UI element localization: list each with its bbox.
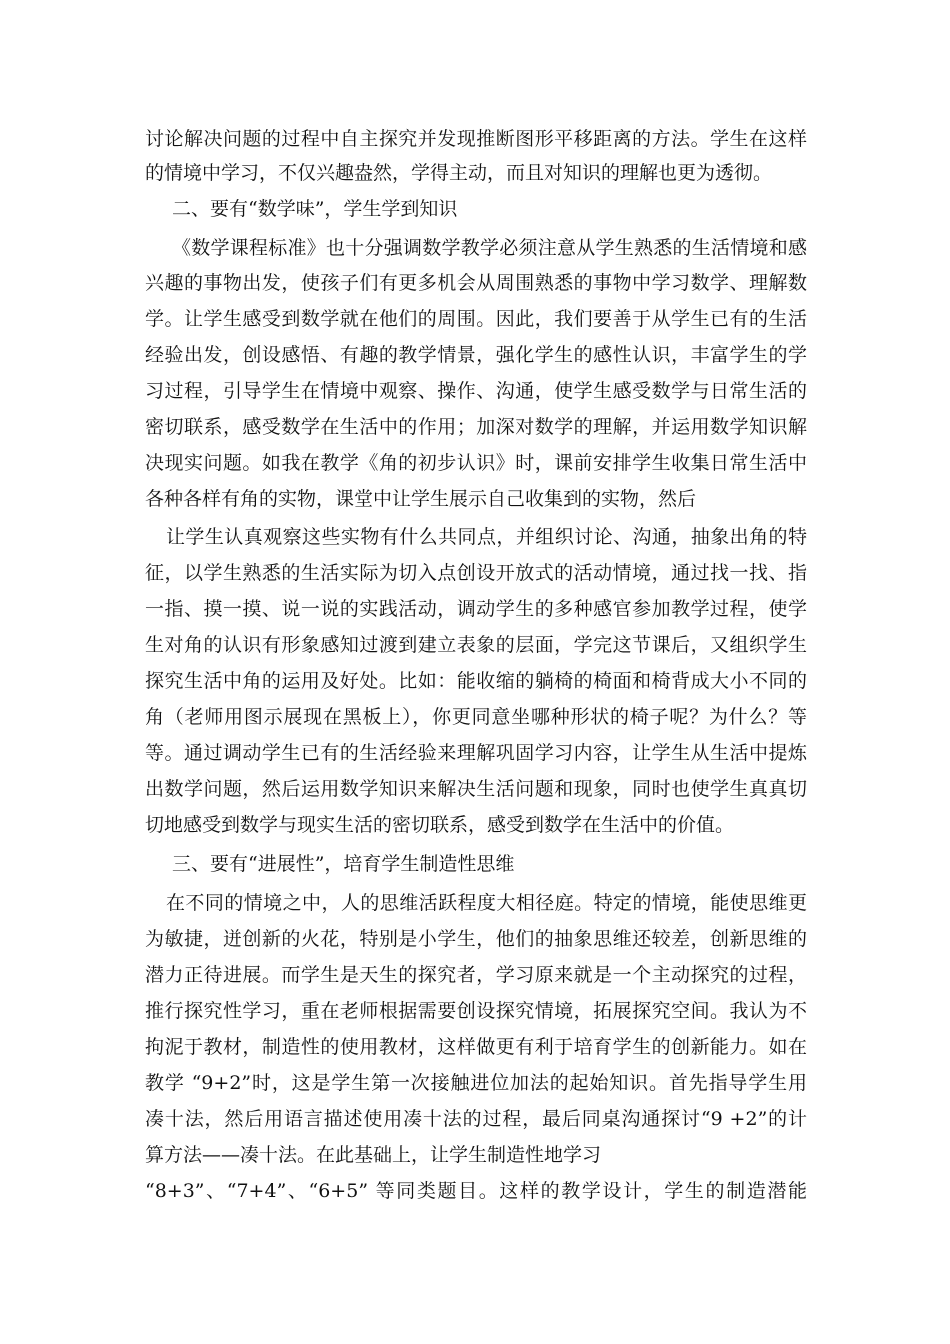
paragraph-line (0, 340, 950, 370)
text-line: 角（老师用图示展现在黑板上），你更同意坐哪种形状的椅子呢？为什么？等 (145, 706, 807, 728)
text-line: 凑十法，然后用语言描述使用凑十法的过程，最后同桌沟通探讨“9 +2”的计 (145, 1108, 807, 1130)
paragraph-line (0, 1104, 950, 1134)
section-heading (0, 849, 950, 879)
paragraph-line (0, 996, 950, 1026)
text-line: 让学生认真观察这些实物有什么共同点，并组织讨论、沟通，抽象出角的特 (166, 526, 807, 548)
paragraph-line (0, 594, 950, 624)
paragraph-line (0, 774, 950, 804)
paragraph-line (0, 666, 950, 696)
paragraph-line (0, 558, 950, 588)
text-line: 潜力正待进展。而学生是天生的探究者，学习原来就是一个主动探究的过程， (145, 964, 807, 986)
paragraph-line (0, 702, 950, 732)
paragraph-line (0, 810, 950, 840)
text-line: 学。让学生感受到数学就在他们的周围。因此，我们要善于从学生已有的生活 (145, 308, 807, 330)
text-line: 各种各样有角的实物，课堂中让学生展示自己收集到的实物，然后 (145, 488, 697, 510)
text-line: 密切联系，感受数学在生活中的作用；加深对数学的理解，并运用数学知识解 (145, 416, 807, 438)
paragraph-line (0, 1068, 950, 1098)
text-line: 生对角的认识有形象感知过渡到建立表象的层面，学完这节课后，又组织学生 (145, 634, 807, 656)
paragraph-line (0, 448, 950, 478)
paragraph-line (0, 376, 950, 406)
text-line: 为敏捷，迸创新的火花，特别是小学生，他们的抽象思维还较差，创新思维的 (145, 928, 807, 950)
paragraph-line (0, 158, 950, 188)
text-line: 《数学课程标准》也十分强调数学教学必须注意从学生熟悉的生活情境和感 (172, 237, 807, 259)
paragraph-line (0, 630, 950, 660)
text-line: 一指、摸一摸、说一说的实践活动，调动学生的多种感官参加教学过程，使学 (145, 598, 807, 620)
text-line: 讨论解决问题的过程中自主探究并发现推断图形平移距离的方法。学生在这样 (145, 128, 807, 150)
text-line: 的情境中学习，不仅兴趣盎然，学得主动，而且对知识的理解也更为透彻。 (145, 162, 773, 184)
text-line: 算方法——凑十法。在此基础上，让学生制造性地学习 (145, 1144, 602, 1166)
paragraph-line (0, 1032, 950, 1062)
text-line: 等。通过调动学生已有的生活经验来理解巩固学习内容，让学生从生活中提炼 (145, 742, 807, 764)
text-line: 探究生活中角的运用及好处。比如：能收缩的躺椅的椅面和椅背成大小不同的 (145, 670, 807, 692)
paragraph-line (0, 924, 950, 954)
paragraph-line (0, 522, 950, 552)
text-line: 切地感受到数学与现实生活的密切联系，感受到数学在生活中的价值。 (145, 814, 735, 836)
paragraph-line (0, 960, 950, 990)
text-line: 兴趣的事物出发，使孩子们有更多机会从周围熟悉的事物中学习数学、理解数 (145, 272, 807, 294)
text-line: 拘泥于教材，制造性的使用教材，这样做更有利于培育学生的创新能力。如在 (145, 1036, 807, 1058)
paragraph-line (0, 412, 950, 442)
paragraph-line (0, 304, 950, 334)
paragraph-line (0, 738, 950, 768)
text-line: 习过程，引导学生在情境中观察、操作、沟通，使学生感受数学与日常生活的 (145, 380, 807, 402)
section-heading (0, 194, 950, 224)
text-line: 在不同的情境之中，人的思维活跃程度大相径庭。特定的情境，能使思维更 (166, 892, 807, 914)
paragraph-line (0, 888, 950, 918)
paragraph-line (0, 484, 950, 514)
heading-text: 三、要有“进展性”，培育学生制造性思维 (172, 853, 515, 875)
heading-text: 二、要有“数学味”，学生学到知识 (172, 198, 458, 220)
text-line: 出数学问题，然后运用数学知识来解决生活问题和现象，同时也使学生真真切 (145, 778, 807, 800)
paragraph-line (0, 1176, 950, 1206)
paragraph-line (0, 1140, 950, 1170)
paragraph-line (0, 233, 950, 263)
text-line: 经验出发，创设感悟、有趣的教学情景，强化学生的感性认识，丰富学生的学 (145, 344, 807, 366)
paragraph-line (0, 268, 950, 298)
paragraph-line (0, 124, 950, 154)
text-line: 教学 “9+2”时，这是学生第一次接触进位加法的起始知识。首先指导学生用 (145, 1072, 807, 1094)
text-line: 推行探究性学习，重在老师根据需要创设探究情境，拓展探究空间。我认为不 (145, 1000, 807, 1022)
text-line: 征，以学生熟悉的生活实际为切入点创设开放式的活动情境，通过找一找、指 (145, 562, 807, 584)
text-line: “8+3”、“7+4”、“6+5” 等同类题目。这样的教学设计，学生的制造潜能 (145, 1180, 807, 1202)
text-line: 决现实问题。如我在教学《角的初步认识》时，课前安排学生收集日常生活中 (145, 452, 807, 474)
